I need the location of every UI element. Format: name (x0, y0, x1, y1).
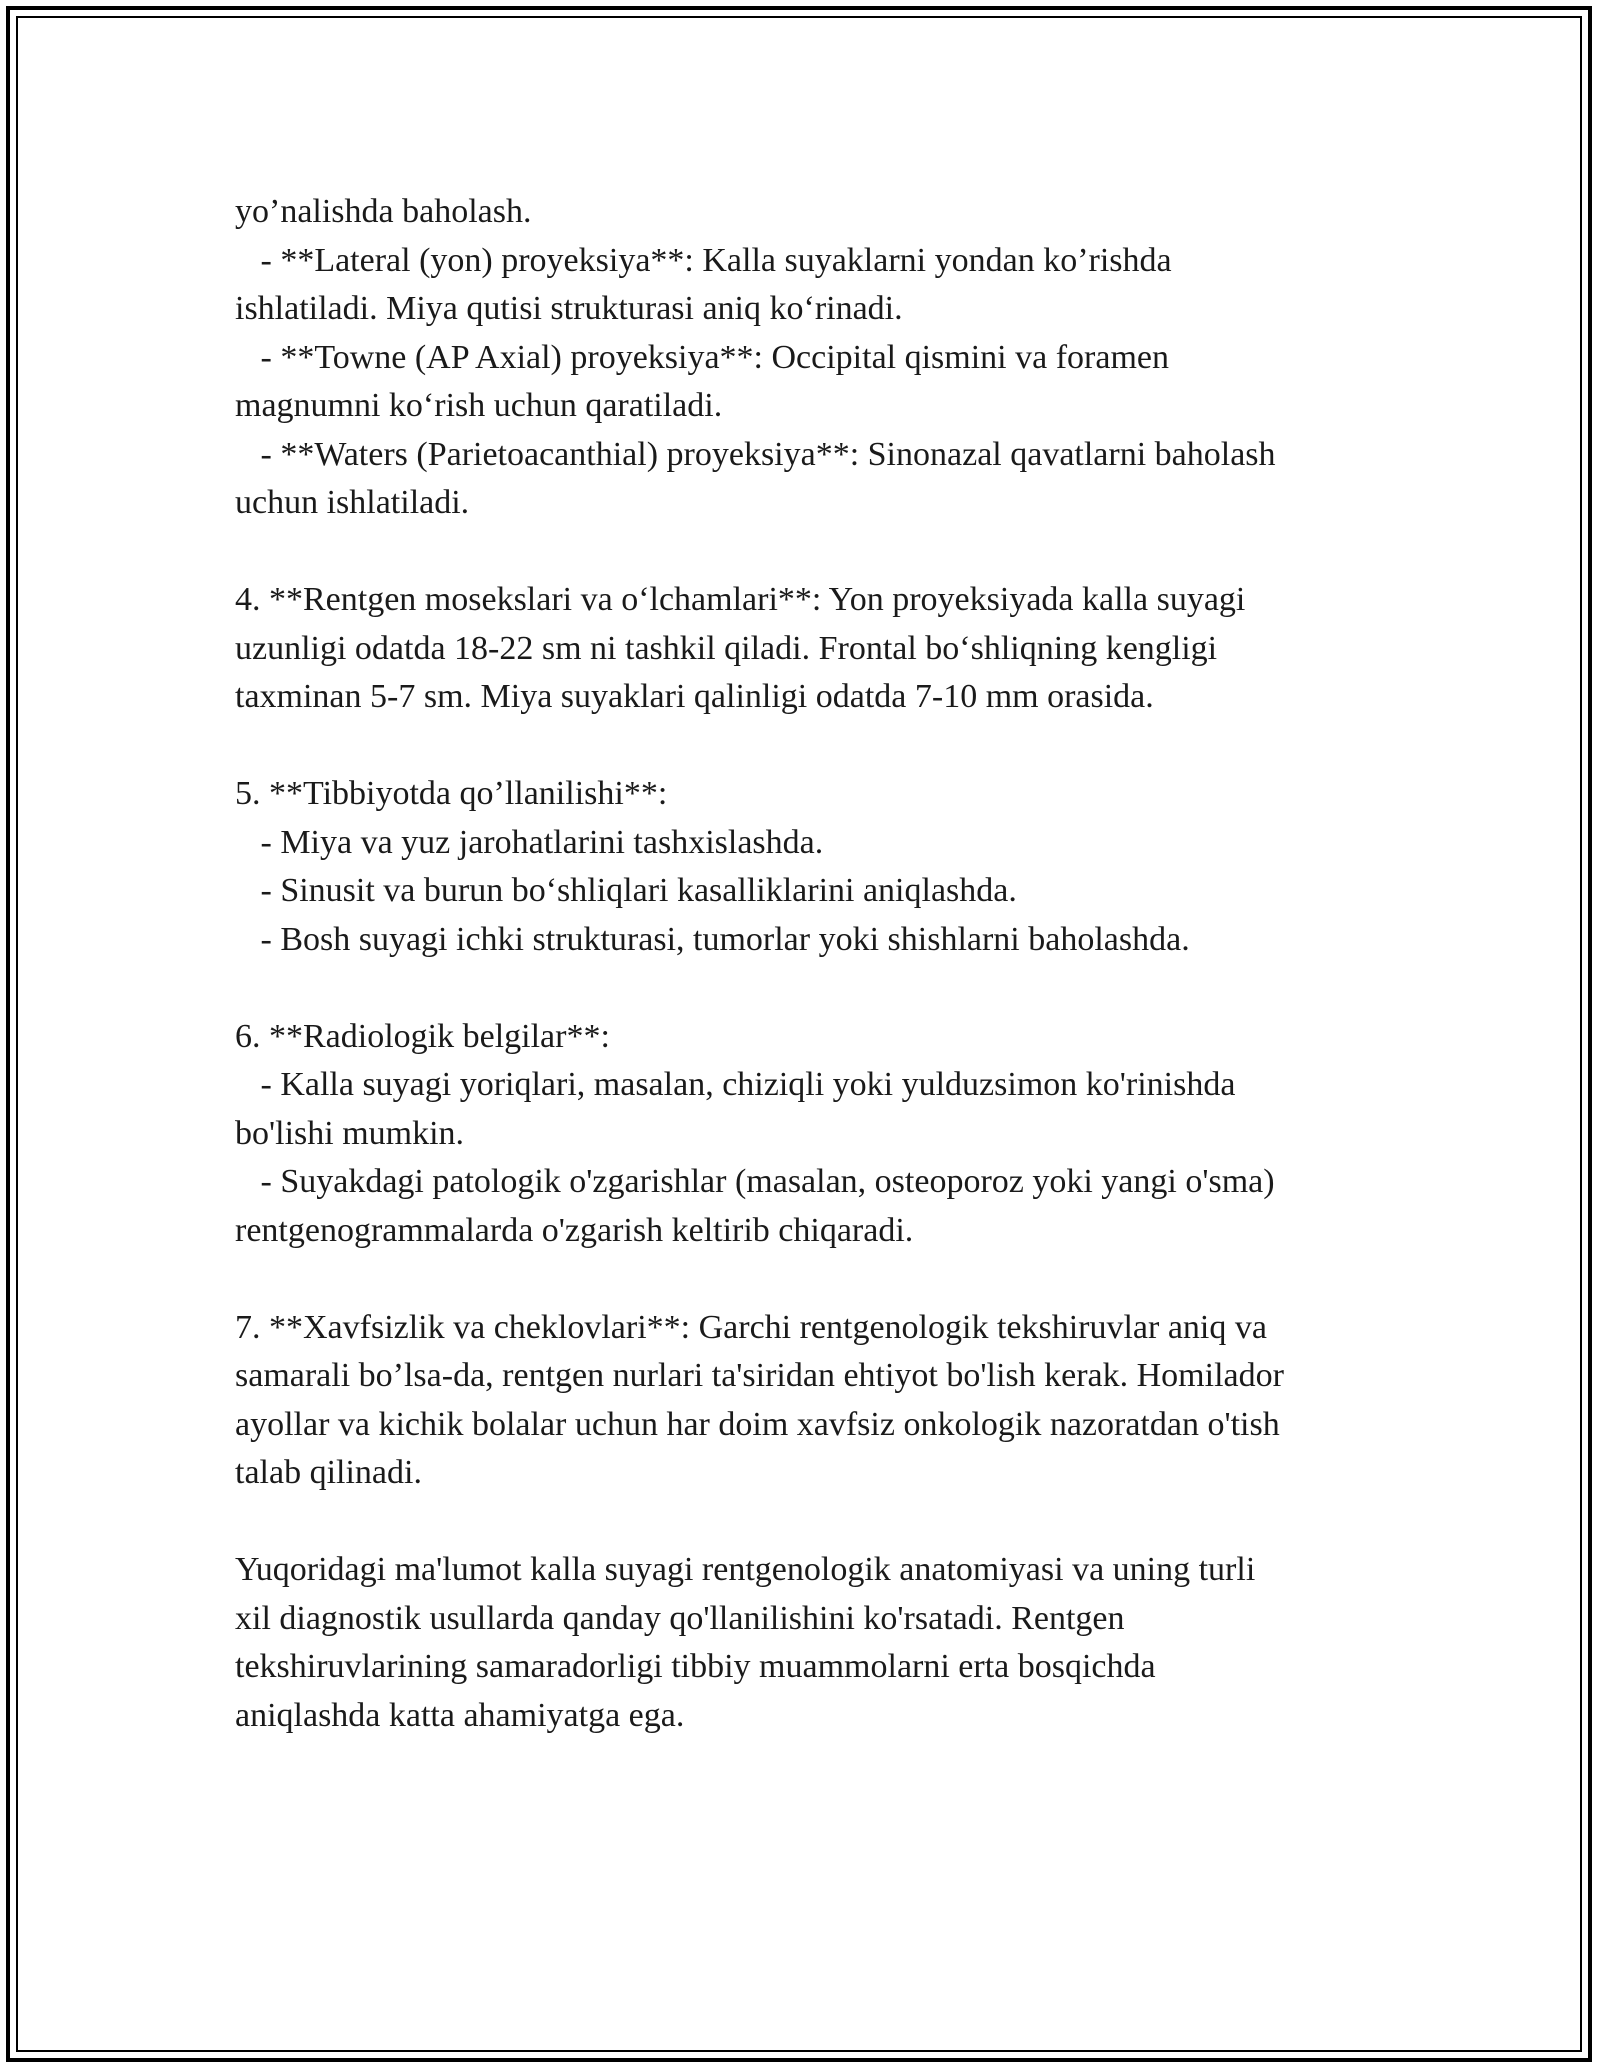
text-line: uchun ishlatiladi. (235, 484, 470, 521)
text-line: - Miya va yuz jarohatlarini tashxislashda. (235, 823, 824, 861)
text-line: talab qilinadi. (235, 1454, 422, 1491)
text-line: 4. **Rentgen mosekslari va oʻlchamlari**: Yon proyeksiyada kalla suyagi (235, 581, 1246, 618)
text-line: - **Towne (AP Axial) proyeksiya**: Occipital qismini va foramen (235, 338, 1169, 376)
text-line: taxminan 5-7 sm. Miya suyaklari qalinligi odatda 7-10 mm orasida. (235, 678, 1154, 715)
text-line: 5. **Tibbiyotda qo’llanilishi**: (235, 775, 668, 812)
blank-line (235, 1498, 1395, 1547)
text-line: - **Lateral (yon) proyeksiya**: Kalla suyaklarni yondan ko’rishda (235, 241, 1172, 279)
text-line: 7. **Xavfsizlik va cheklovlari**: Garchi rentgenologik tekshiruvlar aniq va (235, 1308, 1267, 1346)
text-line: Yuqoridagi ma'lumot kalla suyagi rentgenologik anatomiyasi va uning turli (235, 1551, 1256, 1588)
text-line: - Suyakdagi patologik o'zgarishlar (masalan, osteoporoz yoki yangi o'sma) (235, 1163, 1275, 1200)
text-line: rentgenogrammalarda o'zgarish keltirib chiqaradi. (235, 1211, 914, 1249)
blank-line (235, 722, 1395, 771)
text-line: uzunligi odatda 18-22 sm ni tashkil qiladi. Frontal boʻshliqning kengligi (235, 629, 1218, 667)
text-line: xil diagnostik usullarda qanday qo'llanilishini ko'rsatadi. Rentgen (235, 1599, 1125, 1637)
text-line: yo’nalishda baholash. (235, 193, 532, 230)
document-body (235, 188, 1395, 1740)
blank-line (235, 964, 1395, 1013)
text-line: aniqlashda katta ahamiyatga ega. (235, 1696, 685, 1734)
text-line: bo'lishi mumkin. (235, 1114, 465, 1152)
text-line: ayollar va kichik bolalar uchun har doim xavfsiz onkologik nazoratdan o'tish (235, 1405, 1280, 1443)
text-line: ishlatiladi. Miya qutisi strukturasi aniq koʻrinadi. (235, 290, 903, 327)
text-line: tekshiruvlarining samaradorligi tibbiy muammolarni erta bosqichda (235, 1648, 1156, 1685)
text-line: - Sinusit va burun boʻshliqlari kasalliklarini aniqlashda. (235, 872, 1017, 909)
text-line: 6. **Radiologik belgilar**: (235, 1017, 610, 1055)
text-line: - **Waters (Parietoacanthial) proyeksiya**: Sinonazal qavatlarni baholash (235, 435, 1276, 473)
blank-line (235, 528, 1395, 577)
text-line: - Kalla suyagi yoriqlari, masalan, chiziqli yoki yulduzsimon ko'rinishda (235, 1066, 1236, 1103)
text-line: magnumni koʻrish uchun qaratiladi. (235, 387, 723, 424)
text-line: samarali bo’lsa-da, rentgen nurlari ta'siridan ehtiyot bo'lish kerak. Homilador (235, 1357, 1284, 1394)
blank-line (235, 1255, 1395, 1304)
text-line: - Bosh suyagi ichki strukturasi, tumorlar yoki shishlarni baholashda. (235, 920, 1190, 958)
